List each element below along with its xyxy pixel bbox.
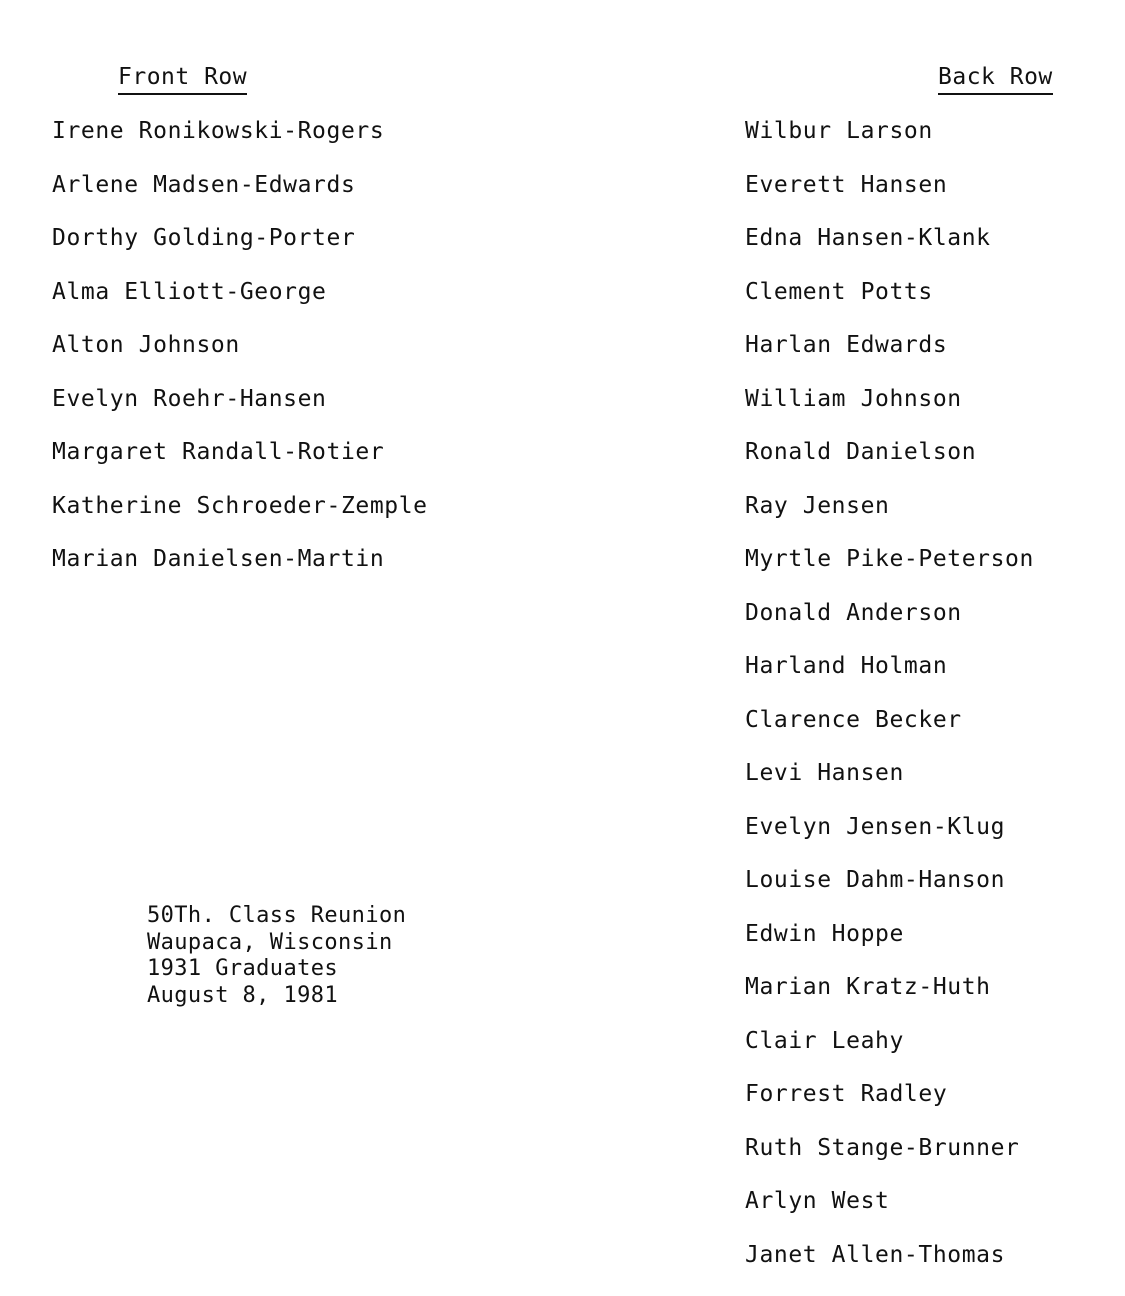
front-row-name: Arlene Madsen-Edwards <box>52 171 356 198</box>
back-row-name: Ruth Stange-Brunner <box>745 1134 1020 1161</box>
front-row-name: Irene Ronikowski-Rogers <box>52 118 385 144</box>
back-row-name: Harlan Edwards <box>745 332 948 358</box>
back-row-name: William Johnson <box>745 385 962 412</box>
front-row-name: Margaret Randall-Rotier <box>52 439 385 465</box>
caption-event: 50Th. Class Reunion <box>147 903 407 928</box>
front-row-name: Dorthy Golding-Porter <box>52 225 356 251</box>
back-row-name: Levi Hansen <box>745 760 904 786</box>
back-row-name: Myrtle Pike-Peterson <box>745 546 1034 572</box>
back-row-heading: Back Row <box>938 62 1053 95</box>
front-row-name: Alma Elliott-George <box>52 278 327 305</box>
back-row-name: Arlyn West <box>745 1188 890 1214</box>
back-row-name: Harland Holman <box>745 653 948 679</box>
back-row-list <box>745 116 1034 1293</box>
front-row-name: Katherine Schroeder-Zemple <box>52 492 428 519</box>
back-row-name: Ray Jensen <box>745 492 890 519</box>
back-row-name: Clarence Becker <box>745 706 962 733</box>
back-row-name: Clement Potts <box>745 278 933 305</box>
back-row-name: Marian Kratz-Huth <box>745 974 991 1000</box>
back-row-name: Wilbur Larson <box>745 118 933 144</box>
front-row-name: Marian Danielsen-Martin <box>52 546 385 572</box>
back-row-name: Edwin Hoppe <box>745 920 904 947</box>
back-row-name: Everett Hansen <box>745 171 948 198</box>
back-row-name: Clair Leahy <box>745 1027 904 1054</box>
caption-location: Waupaca, Wisconsin <box>147 929 393 955</box>
caption-date: August 8, 1981 <box>147 982 339 1008</box>
caption-class: 1931 Graduates <box>147 956 339 981</box>
front-row-heading: Front Row <box>118 62 247 95</box>
front-row-list <box>52 116 428 598</box>
back-row-name: Edna Hansen-Klank <box>745 225 991 251</box>
front-row-name: Alton Johnson <box>52 332 240 358</box>
front-row-name: Evelyn Roehr-Hansen <box>52 385 327 412</box>
back-row-name: Evelyn Jensen-Klug <box>745 813 1006 840</box>
back-row-name: Louise Dahm-Hanson <box>745 867 1006 893</box>
back-row-name: Janet Allen-Thomas <box>745 1241 1006 1268</box>
reunion-caption <box>147 903 406 1009</box>
back-row-name: Ronald Danielson <box>745 439 977 465</box>
back-row-name: Donald Anderson <box>745 599 962 626</box>
back-row-name: Forrest Radley <box>745 1081 948 1107</box>
